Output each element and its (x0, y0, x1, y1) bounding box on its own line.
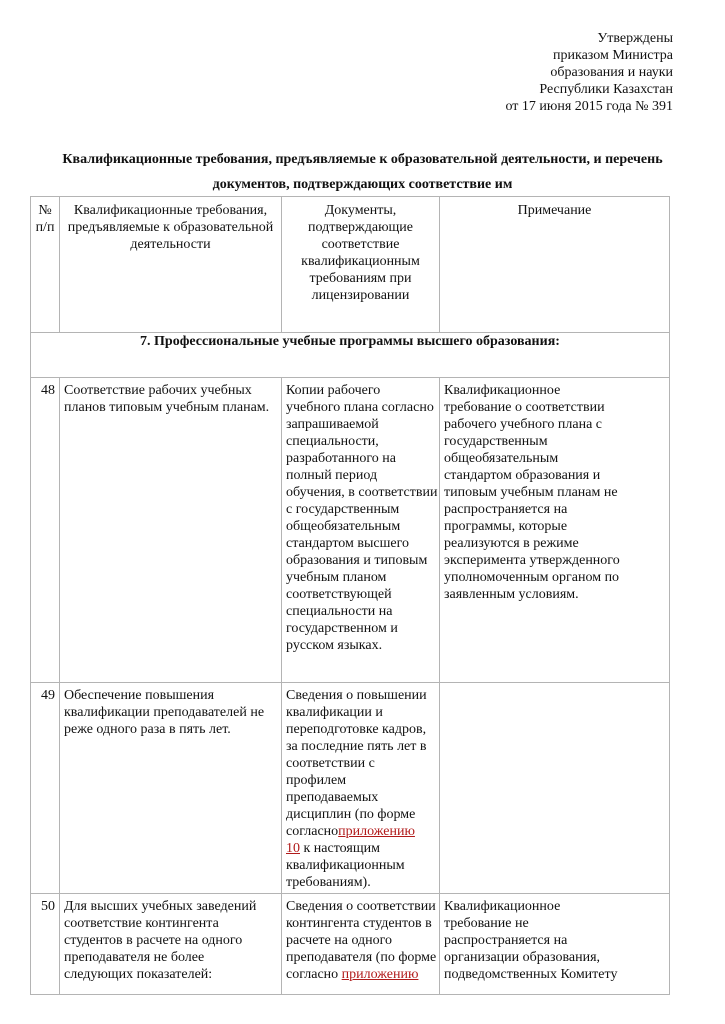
row-documents: Копии рабочего учебного плана согласно запрашиваемой специальности, разработанного на полный период обучения, в соответствии с государственным общеобязательным стандартом высшего образования и типовым учебным планом соответствующей специальности на государственном и русском языках. (282, 378, 440, 683)
title-line-2: документов, подтверждающих соответствие им (212, 177, 513, 192)
row-documents: Сведения о повышении квалификации и переподготовке кадров, за последние пять лет в соответствии с профилем преподаваемых дисциплин (по форме согласноприложению 10 к настоящим квалификационным требованиям). (282, 683, 440, 894)
section-title: 7. Профессиональные учебные программы высшего образования: (31, 333, 670, 378)
approval-line: Республики Казахстан (539, 82, 673, 97)
table-row (31, 378, 670, 683)
header-num: № п/п (31, 197, 60, 333)
link-line: согласноприложению (286, 824, 415, 839)
table-row (31, 894, 670, 995)
approval-block (505, 30, 673, 115)
table-row (31, 683, 670, 894)
table-header-row (31, 197, 670, 333)
approval-line: образования и науки (550, 65, 673, 80)
document-title (30, 147, 695, 197)
requirements-table (30, 196, 670, 995)
row-note: Квалификационное требование не распространяется на организации образования, подведомственных Комитету (440, 894, 670, 995)
section-row (31, 333, 670, 378)
link-line: 10 к настоящим (286, 841, 380, 856)
row-note: Квалификационное требование о соответствии рабочего учебного плана с государственным общеобязательным стандартом образования и типовым учебным планам не распространяется на программы, которые реализуются в режиме эксперимента утвержденного уполномоченным органом по заявленным условиям. (440, 378, 670, 683)
approval-line: Утверждены (597, 31, 673, 46)
row-number: 49 (31, 683, 60, 894)
row-requirement: Обеспечение повышения квалификации преподавателей не реже одного раза в пять лет. (60, 683, 282, 894)
title-line-1: Квалификационные требования, предъявляемые к образовательной деятельности, и перечень (62, 152, 663, 167)
row-number: 48 (31, 378, 60, 683)
appendix-link[interactable]: приложению (341, 967, 419, 982)
approval-line: приказом Министра (553, 48, 673, 63)
link-line: согласно приложению (286, 967, 419, 982)
row-note-empty (440, 683, 670, 894)
appendix-link[interactable]: приложению (338, 824, 415, 839)
header-documents: Документы, подтверждающие соответствие квалификационным требованиям при лицензировании (282, 197, 440, 333)
row-documents: Сведения о соответствии контингента студентов в расчете на одного преподавателя (по форме согласно приложению (282, 894, 440, 995)
header-requirement: Квалификационные требования, предъявляемые к образовательной деятельности (60, 197, 282, 333)
appendix-number-link[interactable]: 10 (286, 841, 300, 856)
header-note: Примечание (440, 197, 670, 333)
row-requirement: Для высших учебных заведений соответствие контингента студентов в расчете на одного преподавателя не более следующих показателей: (60, 894, 282, 995)
row-number: 50 (31, 894, 60, 995)
approval-line: от 17 июня 2015 года № 391 (505, 99, 673, 114)
row-requirement: Соответствие рабочих учебных планов типовым учебным планам. (60, 378, 282, 683)
